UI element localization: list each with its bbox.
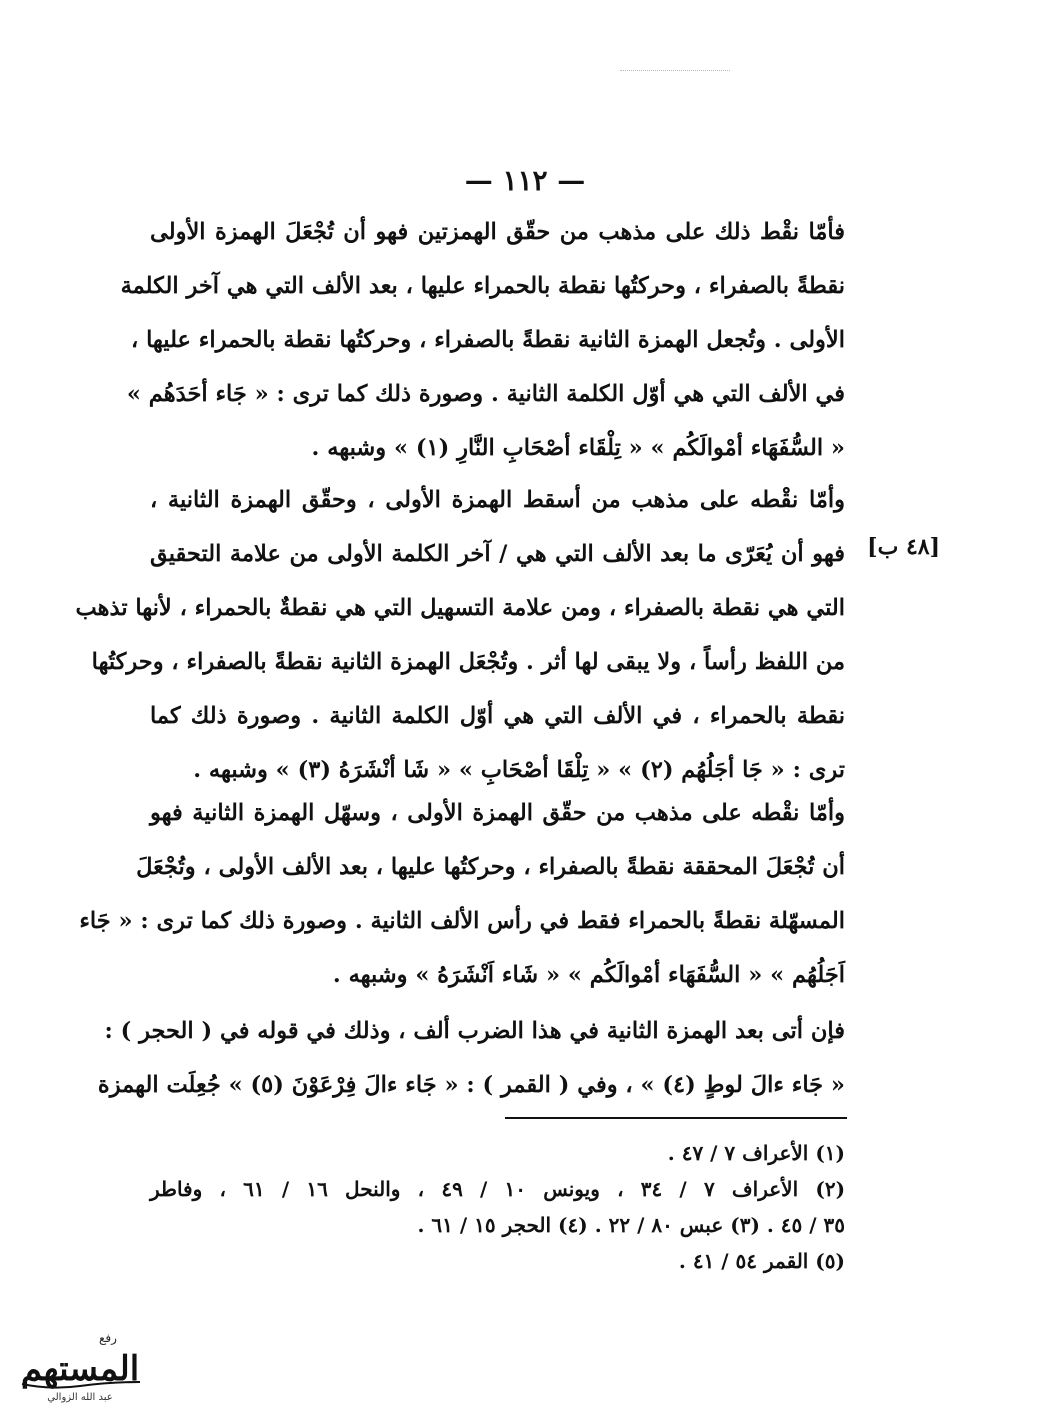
text-line: من اللفظ رأساً ، ولا يبقى لها أثر . وتُجْعَل الهمزة الثانية نقطةً بالصفراء ، وحركتُها	[91, 649, 845, 675]
paragraph-1	[120, 205, 845, 475]
text-line: نقطة بالحمراء ، في الألف التي هي أوّل الكلمة الثانية . وصورة ذلك كما	[150, 703, 845, 729]
text-line: فإن أتى بعد الهمزة الثانية في هذا الضرب ألف ، وذلك في قوله في ( الحجر ) :	[104, 1018, 845, 1044]
text-line: أن تُجْعَلَ المحققة نقطةً بالصفراء ، وحركتُها عليها ، بعد الألف الأولى ، وتُجْعَلَ	[136, 854, 845, 880]
text-line: نقطةً بالصفراء ، وحركتُها نقطة بالحمراء عليها ، بعد الألف التي هي آخر الكلمة	[120, 273, 845, 299]
paragraph-3	[79, 786, 845, 1002]
publisher-logo	[10, 1328, 150, 1408]
text-line: التي هي نقطة بالصفراء ، ومن علامة التسهيل التي هي نقطةٌ بالحمراء ، لأنها تذهب	[75, 595, 845, 621]
paragraph-2	[75, 473, 845, 797]
margin-folio-note: [٤٨ ب]	[867, 534, 940, 560]
text-line: ترى : « جَا أجَلُهُم (٢) » « تِلْقَا أصْحَابِ » « شَا أنْشَرَهُ (٣) » وشبهه .	[193, 757, 845, 783]
text-line: المسهّلة نقطةً بالحمراء فقط في رأس الألف الثانية . وصورة ذلك كما ترى : « جَاء	[79, 908, 845, 934]
footnote-divider	[505, 1117, 847, 1119]
svg-text:عبد الله الزوالي: عبد الله الزوالي	[47, 1392, 113, 1403]
scan-mark	[620, 70, 730, 73]
svg-text:رفع: رفع	[99, 1331, 117, 1345]
paragraph-4	[97, 1004, 845, 1112]
footnote-2-cont: ٣٥ / ٤٥ . (٣) عبس ٨٠ / ٢٢ . (٤) الحجر ١٥ / ٦١ .	[417, 1213, 845, 1237]
page-number: — ١١٢ —	[464, 164, 586, 197]
text-line: فأمّا نقْط ذلك على مذهب من حقّق الهمزتين فهو أن تُجْعَلَ الهمزة الأولى	[150, 219, 845, 245]
footnote-5: (٥) القمر ٥٤ / ٤١ .	[678, 1249, 845, 1273]
footnote-1: (١) الأعراف ٧ / ٤٧ .	[667, 1141, 845, 1165]
footnotes	[150, 1135, 845, 1279]
text-line: « جَاء ءالَ لوطٍ (٤) » ، وفي ( القمر ) : « جَاء ءالَ فِرْعَوْنَ (٥) » جُعِلَت الهمزة	[97, 1072, 845, 1098]
svg-text:المستهم: المستهم	[20, 1349, 140, 1389]
text-line: وأمّا نقْطه على مذهب من أسقط الهمزة الأولى ، وحقّق الهمزة الثانية ،	[150, 487, 845, 513]
text-line: « السُّفَهَاء أمْوالَكُم » « تِلْقَاء أصْحَابِ النَّارِ (١) » وشبهه .	[311, 435, 845, 461]
footnote-2: (٢) الأعراف ٧ / ٣٤ ، ويونس ١٠ / ٤٩ ، والنحل ١٦ / ٦١ ، وفاطر	[150, 1177, 846, 1201]
text-line: الأولى . وتُجعل الهمزة الثانية نقطةً بالصفراء ، وحركتُها نقطة بالحمراء عليها ،	[130, 327, 845, 353]
text-line: في الألف التي هي أوّل الكلمة الثانية . وصورة ذلك كما ترى : « جَاء أحَدَهُم »	[126, 381, 845, 407]
text-line: اَجَلُهُم » « السُّفَهَاء أمْوالَكُم » « شَاء اَنْشَرَهُ » وشبهه .	[332, 962, 845, 988]
text-line: وأمّا نقْطه على مذهب من حقّق الهمزة الأولى ، وسهّل الهمزة الثانية فهو	[150, 800, 845, 826]
text-line: فهو أن يُعَرّى ما بعد الألف التي هي / آخر الكلمة الأولى من علامة التحقيق	[150, 541, 845, 567]
